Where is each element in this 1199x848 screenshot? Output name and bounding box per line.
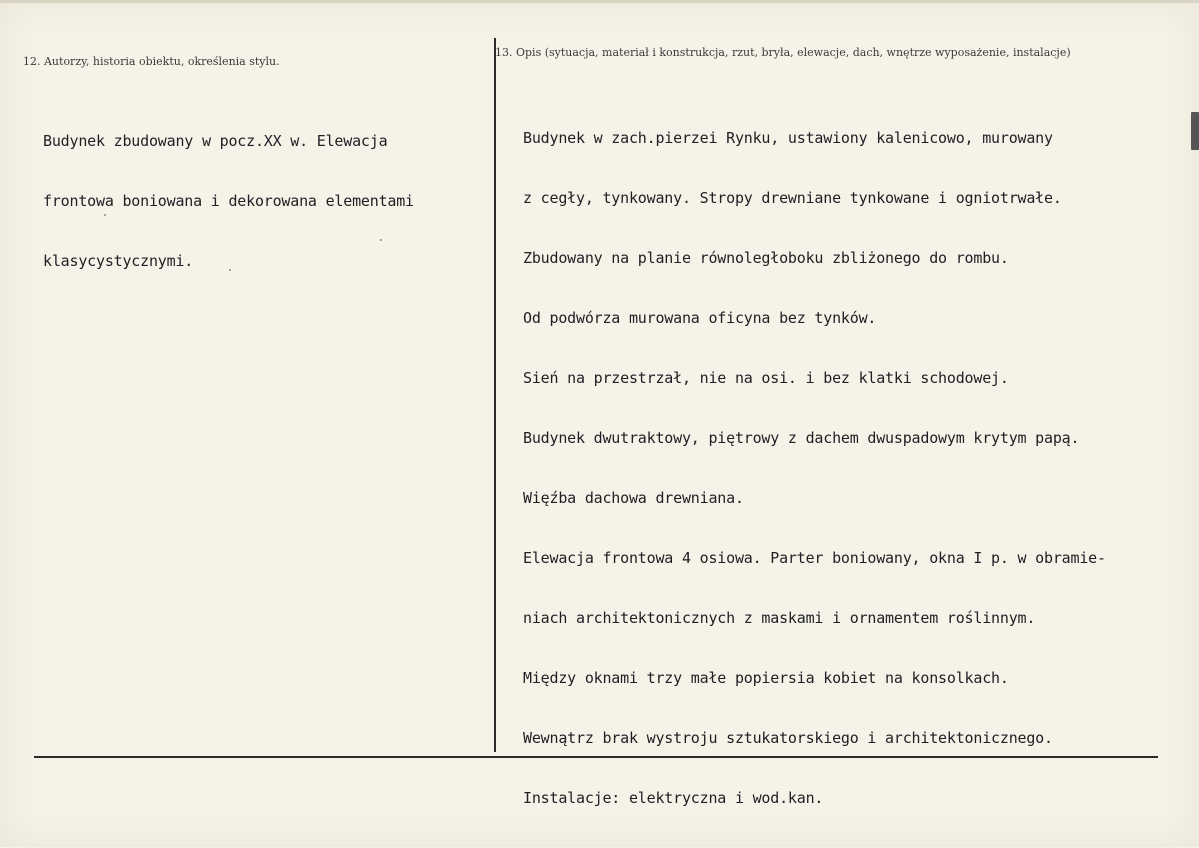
section-13-line: Między oknami trzy małe popiersia kobiet na konsolkach. <box>523 669 1009 687</box>
bottom-rule <box>34 756 1158 758</box>
section-13-line: Zbudowany na planie równoległoboku zbliżonego do rombu. <box>523 249 1009 267</box>
column-divider <box>494 38 496 752</box>
section-12-line: frontowa boniowana i dekorowana elementami <box>43 192 414 210</box>
section-12-line: Budynek zbudowany w pocz.XX w. Elewacja <box>43 132 388 150</box>
section-13-line: Od podwórza murowana oficyna bez tynków. <box>523 309 877 327</box>
section-13-line: Budynek w zach.pierzei Rynku, ustawiony kalenicowo, murowany <box>523 129 1053 147</box>
section-13-line: Sień na przestrzał, nie na osi. i bez klatki schodowej. <box>523 369 1009 387</box>
paper-speck <box>229 269 231 271</box>
section-13-line: niach architektonicznych z maskami i ornamentem roślinnym. <box>523 609 1036 627</box>
section-13-line: Wewnątrz brak wystroju sztukatorskiego i architektonicznego. <box>523 729 1053 747</box>
paper-speck <box>104 214 106 216</box>
section-13-line: Elewacja frontowa 4 osiowa. Parter boniowany, okna I p. w obramie- <box>523 549 1106 567</box>
section-13-line: z cegły, tynkowany. Stropy drewniane tynkowane i ogniotrwałe. <box>523 189 1062 207</box>
section-13-line: Instalacje: elektryczna i wod.kan. <box>523 789 824 807</box>
section-12-line: klasycystycznymi. <box>43 252 194 270</box>
section-13-text <box>523 88 1106 848</box>
section-12-text <box>43 91 414 311</box>
section-12-label: 12. Autorzy, historia obiektu, określenia stylu. <box>23 55 280 68</box>
section-13-line: Więźba dachowa drewniana. <box>523 489 744 507</box>
card-top-edge <box>0 0 1199 3</box>
section-13-label: 13. Opis (sytuacja, materiał i konstrukcja, rzut, bryła, elewacje, dach, wnętrze wyposażenie, instalacje) <box>495 46 1071 59</box>
card-edge-mark <box>1191 112 1199 150</box>
section-13-line: Budynek dwutraktowy, piętrowy z dachem dwuspadowym krytym papą. <box>523 429 1080 447</box>
paper-speck <box>380 239 382 241</box>
